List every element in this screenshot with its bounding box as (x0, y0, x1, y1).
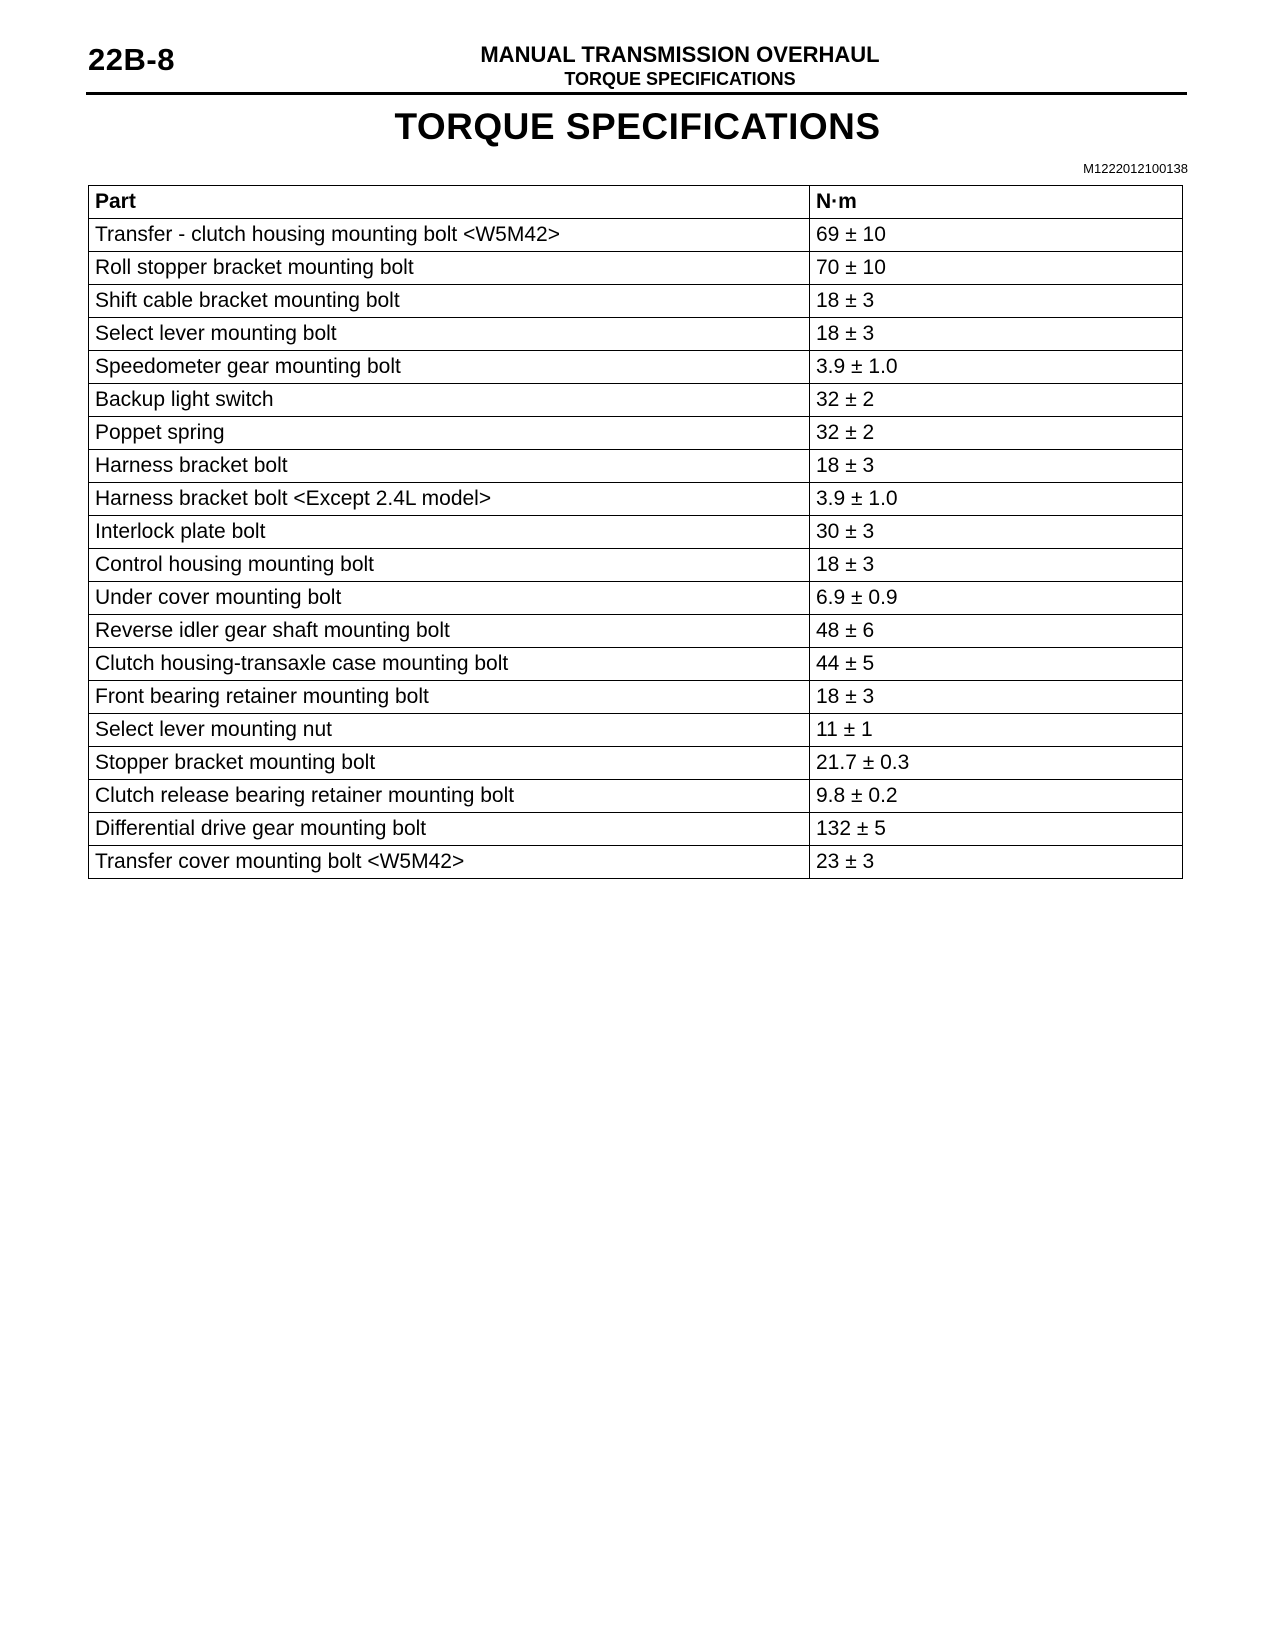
part-cell: Interlock plate bolt (89, 516, 810, 549)
table-row (89, 318, 1183, 351)
torque-value-cell: 132 ± 5 (810, 813, 1183, 846)
torque-value-cell: 23 ± 3 (810, 846, 1183, 879)
table-row (89, 483, 1183, 516)
torque-value-cell: 18 ± 3 (810, 450, 1183, 483)
table-header-row (89, 186, 1183, 219)
torque-value-cell: 70 ± 10 (810, 252, 1183, 285)
part-cell: Shift cable bracket mounting bolt (89, 285, 810, 318)
torque-value-cell: 6.9 ± 0.9 (810, 582, 1183, 615)
page-number: 22B-8 (88, 42, 175, 77)
table-row (89, 384, 1183, 417)
torque-value-cell: 44 ± 5 (810, 648, 1183, 681)
table-row (89, 747, 1183, 780)
table-row (89, 549, 1183, 582)
part-cell: Speedometer gear mounting bolt (89, 351, 810, 384)
header-divider (86, 92, 1187, 95)
table-row (89, 285, 1183, 318)
torque-value-cell: 18 ± 3 (810, 285, 1183, 318)
part-cell: Select lever mounting bolt (89, 318, 810, 351)
header-title: MANUAL TRANSMISSION OVERHAUL (480, 42, 880, 67)
part-cell: Reverse idler gear shaft mounting bolt (89, 615, 810, 648)
torque-value-cell: 32 ± 2 (810, 384, 1183, 417)
torque-value-cell: 18 ± 3 (810, 549, 1183, 582)
table-row (89, 714, 1183, 747)
torque-value-cell: 18 ± 3 (810, 318, 1183, 351)
part-cell: Transfer - clutch housing mounting bolt <W5M42> (89, 219, 810, 252)
table-row (89, 648, 1183, 681)
page-title: TORQUE SPECIFICATIONS (394, 106, 881, 147)
table-row (89, 219, 1183, 252)
running-header (380, 42, 980, 90)
torque-value-cell: 3.9 ± 1.0 (810, 483, 1183, 516)
torque-value-cell: 21.7 ± 0.3 (810, 747, 1183, 780)
torque-value-cell: 30 ± 3 (810, 516, 1183, 549)
table-row (89, 780, 1183, 813)
torque-value-cell: 3.9 ± 1.0 (810, 351, 1183, 384)
torque-spec-table (88, 185, 1183, 879)
table-row (89, 813, 1183, 846)
column-header-torque: N·m (810, 186, 1183, 219)
table-row (89, 846, 1183, 879)
part-cell: Front bearing retainer mounting bolt (89, 681, 810, 714)
table-row (89, 351, 1183, 384)
table-row (89, 681, 1183, 714)
part-cell: Harness bracket bolt <Except 2.4L model> (89, 483, 810, 516)
table-body (89, 219, 1183, 879)
torque-value-cell: 69 ± 10 (810, 219, 1183, 252)
part-cell: Roll stopper bracket mounting bolt (89, 252, 810, 285)
torque-value-cell: 48 ± 6 (810, 615, 1183, 648)
part-cell: Clutch housing-transaxle case mounting bolt (89, 648, 810, 681)
table-row (89, 582, 1183, 615)
part-cell: Poppet spring (89, 417, 810, 450)
part-cell: Control housing mounting bolt (89, 549, 810, 582)
part-cell: Differential drive gear mounting bolt (89, 813, 810, 846)
part-cell: Harness bracket bolt (89, 450, 810, 483)
header-subtitle: TORQUE SPECIFICATIONS (564, 69, 796, 89)
table-row (89, 252, 1183, 285)
part-cell: Transfer cover mounting bolt <W5M42> (89, 846, 810, 879)
table-row (89, 615, 1183, 648)
torque-value-cell: 18 ± 3 (810, 681, 1183, 714)
torque-value-cell: 11 ± 1 (810, 714, 1183, 747)
column-header-part: Part (89, 186, 810, 219)
table-row (89, 417, 1183, 450)
part-cell: Under cover mounting bolt (89, 582, 810, 615)
document-id: M1222012100138 (1083, 161, 1188, 176)
torque-value-cell: 32 ± 2 (810, 417, 1183, 450)
table-row (89, 450, 1183, 483)
torque-value-cell: 9.8 ± 0.2 (810, 780, 1183, 813)
part-cell: Select lever mounting nut (89, 714, 810, 747)
table-row (89, 516, 1183, 549)
part-cell: Stopper bracket mounting bolt (89, 747, 810, 780)
part-cell: Backup light switch (89, 384, 810, 417)
part-cell: Clutch release bearing retainer mounting bolt (89, 780, 810, 813)
